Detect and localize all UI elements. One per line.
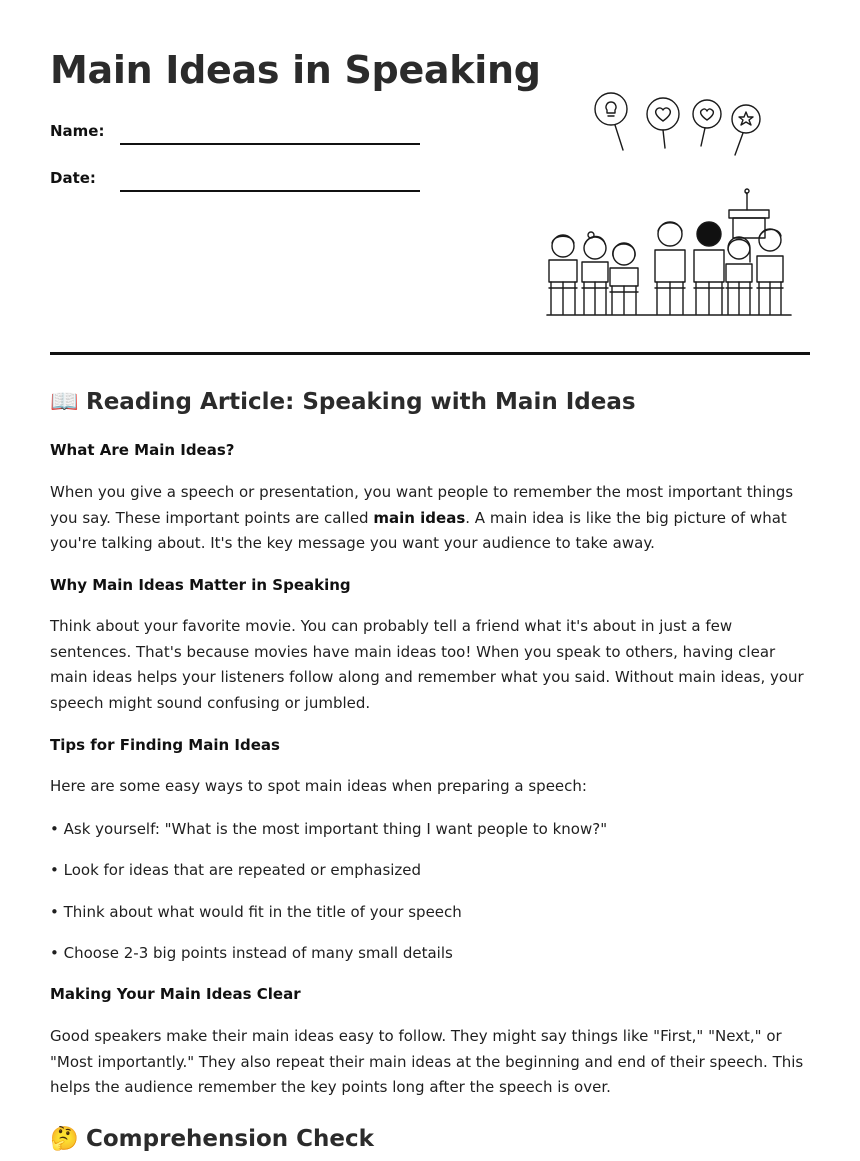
list-item: • Think about what would fit in the title of your speech	[50, 903, 462, 921]
section-title-clear: Making Your Main Ideas Clear	[50, 985, 301, 1003]
heart-icon	[647, 98, 679, 148]
star-icon	[732, 105, 760, 155]
thinking-face-icon: 🤔	[50, 1126, 79, 1152]
name-input-line[interactable]	[120, 143, 420, 145]
audience-illustration	[543, 88, 793, 320]
worksheet-header	[50, 0, 810, 355]
audience-member	[694, 222, 724, 314]
paragraph-bold-term: main ideas	[373, 508, 466, 527]
date-input-line[interactable]	[120, 190, 420, 192]
audience-member	[757, 229, 783, 314]
audience-member	[655, 222, 685, 314]
audience-member	[726, 237, 752, 314]
section-paragraph-what	[50, 480, 810, 557]
name-field	[50, 116, 430, 146]
section-paragraph-tips: Here are some easy ways to spot main ideas when preparing a speech:	[50, 777, 587, 795]
comprehension-heading-text: Comprehension Check	[86, 1126, 374, 1152]
section-paragraph-why: Think about your favorite movie. You can probably tell a friend what it's about in just a few sentences. That's because movies have main ideas too! When you speak to others, having clear main ideas helps your listeners follow along and remember what you said. Without main ideas, your speech might sound confusing or jumbled.	[50, 617, 804, 712]
date-label: Date:	[50, 169, 96, 187]
audience-member	[582, 232, 608, 314]
list-item: • Ask yourself: "What is the most important thing I want people to know?"	[50, 820, 608, 838]
paragraph-text: When you give a speech or presentation, you want people to remember the most important things you say. These important points are called	[50, 483, 794, 527]
paragraph-text: . A main idea is like the big picture of what you're talking about. It's the key message you want your audience to take away.	[50, 508, 787, 552]
section-title-tips: Tips for Finding Main Ideas	[50, 736, 280, 754]
lightbulb-icon	[595, 93, 627, 150]
section-title-why: Why Main Ideas Matter in Speaking	[50, 576, 351, 594]
section-paragraph-clear: Good speakers make their main ideas easy to follow. They might say things like "First," "Next," or "Most importantly." They also repeat their main ideas at the beginning and end of their speech. This helps the audience remember the key points long after the speech is over.	[50, 1027, 804, 1096]
article-heading-text: Reading Article: Speaking with Main Ideas	[86, 389, 636, 415]
section-title-what: What Are Main Ideas?	[50, 441, 235, 459]
worksheet-page	[50, 0, 810, 1152]
name-label: Name:	[50, 122, 105, 140]
comprehension-heading	[50, 1125, 374, 1152]
article-heading	[50, 388, 636, 415]
audience-member	[549, 235, 577, 314]
audience-member	[610, 243, 638, 314]
list-item: • Look for ideas that are repeated or emphasized	[50, 861, 422, 879]
heart-icon	[693, 100, 721, 146]
list-item: • Choose 2-3 big points instead of many small details	[50, 944, 453, 962]
book-icon: 📖	[50, 389, 79, 415]
page-title: Main Ideas in Speaking	[50, 48, 541, 92]
date-field	[50, 163, 430, 193]
